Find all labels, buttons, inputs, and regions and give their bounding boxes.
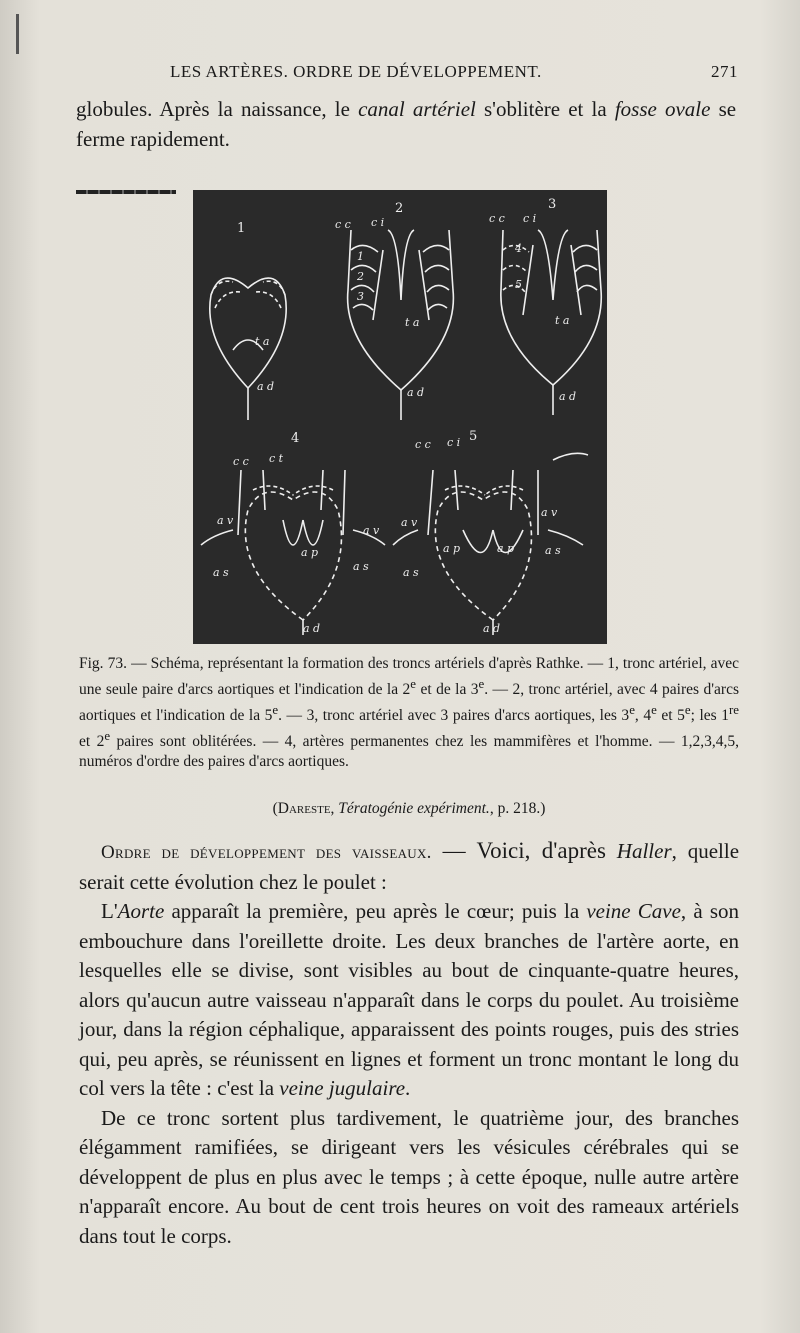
caption-sup-2: e — [478, 676, 485, 691]
caption-sup-5: e — [651, 702, 657, 718]
caption-fig-number: Fig. 73. — [79, 655, 127, 672]
intro-paragraph — [76, 94, 736, 154]
label-as-4-right: a s — [353, 560, 369, 573]
label-cc-2: c c — [335, 218, 351, 231]
para2-rest: , à son embouchure dans l'oreillette droite. Les deux branches de l'artère aorte, en lesquelles elle se divise, sont visibles au bout de cinquante-quatre heures, alors qu'aucun autre vaisseau n'apparaît dans le corps du poulet. Au troisième jour, dans la région céphalique, apparaissent des points rouges, puis des stries qui, peu après, se réunissent en lignes et forment un tronc montant le long du col vers la tête : c'est la — [79, 899, 739, 1100]
label-ad-4: a d — [303, 622, 321, 635]
label-ci-3: c i — [523, 212, 537, 225]
arch-number-2: 2 — [357, 270, 364, 283]
label-av-4: a v — [217, 514, 234, 527]
para2-italic-jugulaire: veine jugulaire — [279, 1076, 406, 1100]
panel-1-diagram — [210, 278, 286, 420]
arch-number-4: 4 — [515, 242, 522, 255]
label-ci-5: c i — [447, 436, 461, 449]
label-av-5: a v — [401, 516, 418, 529]
label-av-5-right: a v — [541, 506, 558, 519]
paragraph-heading — [79, 836, 739, 897]
intro-text-2: s'oblitère et la — [484, 97, 607, 121]
caption-text-7: et 5 — [656, 707, 685, 725]
gutter-mark — [16, 14, 19, 54]
label-ta-3: t a — [555, 314, 570, 327]
label-ct-4: c t — [269, 452, 284, 465]
label-ap-5-left: a p — [443, 542, 461, 555]
caption-text-10: paires sont oblitérées. — 4, artères permanentes chez les mammifères et l'homme. — 1,2,3,4,5, numéros d'ordre des paires d'arcs aortiques. — [79, 733, 739, 771]
panel-number-3: 3 — [548, 197, 557, 212]
label-ta-1: t a — [255, 335, 270, 348]
figure-source — [79, 800, 739, 818]
caption-sup-3: e — [272, 702, 279, 718]
figure-73 — [193, 190, 607, 644]
label-as-5: a s — [403, 566, 419, 579]
caption-sup-7: re — [728, 702, 739, 718]
label-ap-5: a p — [497, 542, 515, 555]
heading-text-1: — Voici, d'après — [442, 838, 606, 863]
caption-text-4: . — 2, tronc artériel, avec 4 paires d'arcs aortiques et l'indication de la 5 — [79, 681, 739, 725]
panel-number-5: 5 — [469, 429, 478, 444]
source-page: , p. 218.) — [489, 800, 546, 817]
caption-sup-4: e — [629, 702, 635, 718]
decorative-rule — [76, 190, 176, 194]
panel-number-4: 4 — [291, 431, 300, 446]
label-ap-4: a p — [301, 546, 319, 559]
panel-number-2: 2 — [395, 201, 404, 216]
panel-4-diagram — [201, 470, 385, 635]
label-cc-3: c c — [489, 212, 505, 225]
heading-italic-haller: Haller — [616, 839, 672, 863]
arch-number-5: 5 — [515, 278, 522, 291]
caption-sup-8: e — [104, 728, 111, 744]
label-as-4: a s — [213, 566, 229, 579]
label-ad-2: a d — [407, 386, 425, 399]
caption-text-9: et 2 — [79, 733, 105, 751]
label-ad-3: a d — [559, 390, 577, 403]
label-ci-2: c i — [371, 216, 385, 229]
intro-text-1: globules. Après la naissance, le — [76, 97, 350, 121]
para2-italic-veine-cave: veine Cave — [586, 899, 681, 923]
section-heading: Ordre de développement des vaisseaux. — [101, 842, 432, 863]
para2-mid: apparaît la première, peu après le cœur; puis la — [164, 899, 587, 923]
caption-sup-1: e — [410, 676, 417, 691]
panel-3-diagram — [501, 230, 601, 415]
figure-caption — [79, 654, 739, 772]
intro-italic-canal: canal artériel — [358, 97, 476, 121]
body-text — [79, 836, 739, 1251]
source-open: ( — [272, 800, 278, 817]
caption-text-1: — Schéma, représentant la formation des troncs artériels d'après Rathke. — [131, 655, 584, 672]
para2-italic-aorte: Aorte — [117, 899, 165, 923]
para2-start: L' — [101, 899, 118, 923]
label-av-4-right: a v — [363, 524, 380, 537]
header-title: LES ARTÈRES. ORDRE DE DÉVELOPPEMENT. — [170, 62, 542, 81]
caption-text-8: ; les 1 — [690, 707, 729, 725]
label-ad-5: a d — [483, 622, 501, 635]
arch-number-3: 3 — [357, 290, 364, 303]
source-work: Tératogénie expériment. — [338, 800, 490, 817]
label-cc-4: c c — [233, 455, 249, 468]
figure-illustration — [193, 190, 607, 644]
caption-text-2: — 1, tronc artériel, avec une seule paire d'arcs aortiques et l'indication de la 2 — [79, 655, 740, 699]
para3-text: De ce tronc sortent plus tardivement, le quatrième jour, des branches élégamment ramifiées, se dirigeant vers les vésicules cérébrales qui se développent de plus en plus avec le temps ; à cette époque, nulle autre artère n'apparaît encore. Au bout de cent trois heures on voit des rameaux artériels dans tout le corps. — [79, 1105, 739, 1248]
caption-sup-6: e — [684, 702, 691, 718]
paragraph-aorte — [79, 897, 739, 1104]
source-author: Dareste, — [277, 800, 335, 817]
page-number: 271 — [711, 62, 738, 81]
label-cc-5: c c — [415, 438, 431, 451]
label-ta-2: t a — [405, 316, 420, 329]
label-ad-1: a d — [257, 380, 275, 393]
label-as-5-right: a s — [545, 544, 561, 557]
para2-end: . — [405, 1076, 411, 1100]
arch-number-1: 1 — [357, 250, 364, 263]
panel-number-1: 1 — [237, 221, 246, 236]
caption-text-6: , 4 — [634, 707, 652, 725]
heading-text-2: , quelle serait cette évolution chez le poulet : — [79, 839, 740, 894]
caption-text-5: . — 3, tronc artériel avec 3 paires d'arcs aortiques, les 3 — [278, 707, 630, 725]
intro-italic-fosse: fosse ovale — [614, 97, 711, 121]
paragraph-tronc — [79, 1104, 739, 1252]
caption-text-3: et de la 3 — [416, 681, 479, 699]
intro-text-3: se ferme rapidement. — [76, 97, 737, 151]
